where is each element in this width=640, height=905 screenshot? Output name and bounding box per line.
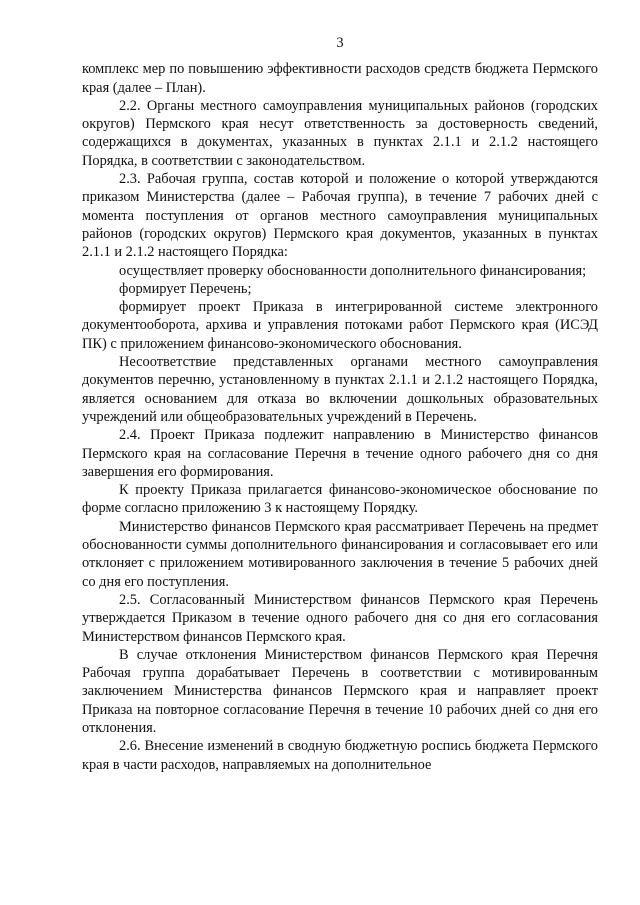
paragraph-2-3: 2.3. Рабочая группа, состав которой и положение о которой утверждаются приказом Министерства (далее – Рабочая группа), в течение 7 рабочих дней с момента поступления от органов местного самоуправления муниципальных районов (городских округов) Пермского края документов, указанных в пунктах 2.1.1 и 2.1.2 настоящего Порядка: [82,171,598,261]
document-page [82,34,598,774]
page-number: 3 [336,35,344,51]
paragraph-plan-continuation: комплекс мер по повышению эффективности расходов средств бюджета Пермского края (далее – План). [82,61,598,96]
paragraph-ministry-review: Министерство финансов Пермского края рассматривает Перечень на предмет обоснованности суммы дополнительного финансирования и согласовывает его или отклоняет с приложением мотивированного заключения в течение 5 рабочих дней со дня его поступления. [82,518,598,590]
paragraph-attachment: К проекту Приказа прилагается финансово-экономическое обоснование по форме согласно приложению 3 к настоящему Порядку. [82,482,598,517]
paragraph-nonconformity: Несоответствие представленных органами местного самоуправления документов перечню, установленному в пунктах 2.1.1 и 2.1.2 настоящего Порядка, является основанием для отказа во включении дошкольных образовательных учреждений или общеобразовательных учреждений в Перечень. [82,354,598,425]
paragraph-2-4: 2.4. Проект Приказа подлежит направлению в Министерство финансов Пермского края на согласование Перечня в течение одного рабочего дня со дня завершения его формирования. [82,427,598,480]
paragraph-rejection: В случае отклонения Министерством финансов Пермского края Перечня Рабочая группа дорабатывает Перечень в соответствии с мотивированным заключением Министерства финансов Пермского края и направляет проект Приказа на повторное согласование Перечня в течение 10 рабочих дней со дня его отклонения. [82,646,598,736]
paragraph-2-2: 2.2. Органы местного самоуправления муниципальных районов (городских округов) Пермского края несут ответственность за достоверность сведений, содержащихся в документах, указанных в пунктах 2.1.1 и 2.1.2 настоящего Порядка, в соответствии с законодательством. [82,97,598,169]
list-item-verification: осуществляет проверку обоснованности дополнительного финансирования; [119,262,587,279]
paragraph-2-6: 2.6. Внесение изменений в сводную бюджетную роспись бюджета Пермского края в части расходов, направляемых на дополнительное [82,738,598,773]
list-item-forms-draft-order: формирует проект Приказа в интегрированной системе электронного документооборота, архива и управления потоками работ Пермского края (ИСЭД ПК) с приложением финансово-экономического обоснования. [82,299,598,352]
list-item-forms-list: формирует Перечень; [119,280,252,297]
paragraph-2-5: 2.5. Согласованный Министерством финансов Пермского края Перечень утверждается Приказом в течение одного рабочего дня со дня его согласования Министерством финансов Пермского края. [82,591,598,645]
